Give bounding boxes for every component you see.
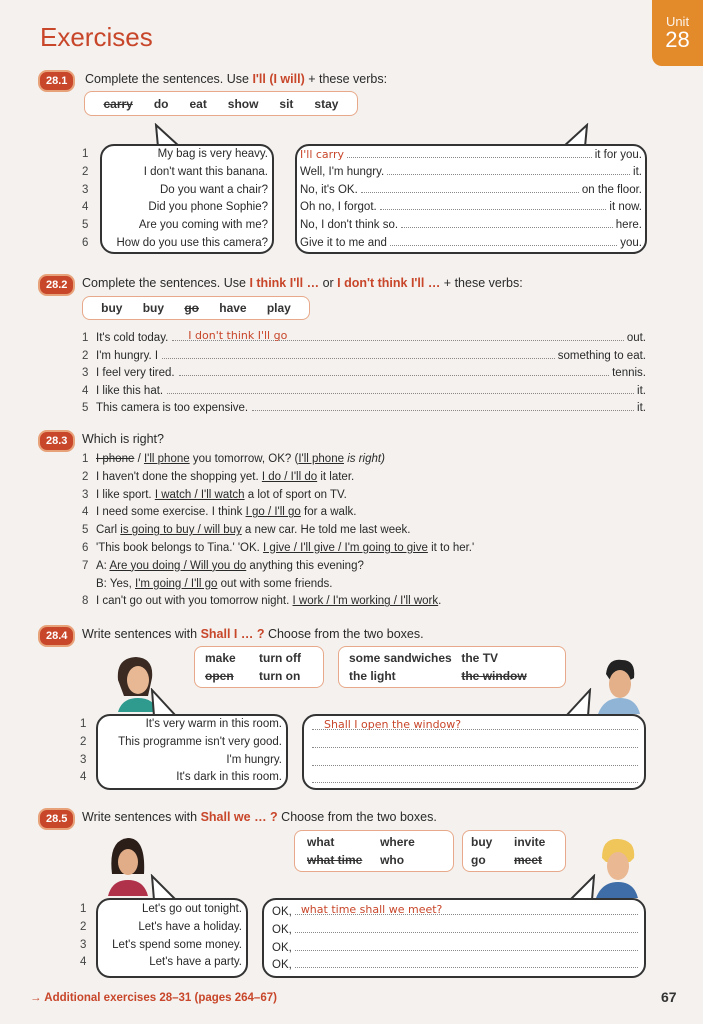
ok-prefix: OK, [272, 906, 292, 918]
ok-prefix: OK, [272, 941, 292, 954]
choice-sentence [96, 524, 410, 536]
word: what [307, 835, 335, 849]
item-number: 1 [80, 718, 87, 730]
sentence-end: it. [637, 402, 646, 415]
answer-line [300, 237, 642, 249]
item-number: 6 [82, 237, 89, 249]
unit-tab [652, 0, 703, 66]
word: what time [307, 853, 363, 867]
exercise-instruction: Complete the sentences. Use I'll (I will) + these verbs: [85, 72, 388, 86]
blank-line[interactable] [312, 771, 638, 783]
blank-line[interactable] [312, 754, 638, 766]
sentence-start: I need some exercise. I think [96, 506, 246, 519]
sentence-end: it. [637, 384, 646, 397]
answer-line [312, 771, 638, 786]
answer-prefix: No, I don't think so. [300, 219, 399, 232]
item-number: 4 [82, 506, 89, 519]
bubble-sentence: Let's have a party. [149, 956, 242, 969]
word-box [82, 296, 310, 320]
word: show [227, 96, 259, 111]
item-number: 5 [82, 524, 89, 537]
word-box [294, 830, 454, 872]
word: carry [103, 96, 133, 111]
item-number: 4 [82, 384, 89, 397]
word: play [266, 301, 291, 315]
answer-prefix: Oh no, I forgot. [300, 201, 377, 214]
sentence-rest: . [438, 595, 442, 608]
answer-suffix: you. [620, 237, 642, 249]
page-title: Exercises [40, 22, 153, 52]
blank-line[interactable] [252, 410, 634, 411]
choice-sentence [96, 542, 474, 554]
example-answer: I'll phone [298, 453, 344, 465]
bubble-sentence: It's dark in this room. [176, 771, 282, 784]
additional-exercises-link[interactable]: → Additional exercises 28–31 (pages 264–67) [30, 992, 277, 1004]
choice-options[interactable]: I do / I'll do [261, 470, 318, 483]
item-number: 1 [82, 148, 89, 160]
sentence-start: B: Yes, [96, 577, 136, 590]
exercise-instruction: Write sentences with Shall I … ? Choose from the two boxes. [82, 627, 424, 641]
item-number: 2 [80, 920, 87, 933]
unit-number: 28 [665, 27, 690, 52]
item-number: 3 [82, 183, 89, 196]
item-number: 2 [82, 165, 89, 178]
bubble-sentence: Let's go out tonight. [141, 903, 242, 915]
item-number: 4 [80, 771, 87, 784]
answer-line [272, 903, 638, 918]
word: buy [101, 301, 123, 315]
item-number: 3 [82, 367, 89, 380]
sentence-start: A: [96, 559, 110, 572]
sentence-end: tennis. [612, 367, 646, 380]
word-box [462, 830, 566, 872]
item-number: 4 [82, 201, 89, 214]
answer-line [272, 939, 638, 954]
sentence-end: something to eat. [557, 349, 646, 362]
choice-sentence [96, 506, 356, 518]
exercise-instruction: Complete the sentences. Use I think I'll … or I don't think I'll … + these verbs: [82, 276, 523, 290]
word: meet [514, 853, 543, 867]
sentence-rest: it later. [317, 470, 355, 483]
bubble-sentence: I don't want this banana. [143, 165, 268, 178]
exercise-instruction: Which is right? [82, 432, 164, 446]
word: do [153, 96, 169, 111]
blank-line[interactable] [172, 329, 624, 342]
sentence-start: I like sport. [96, 488, 155, 501]
exercise-badge-28-4: 28.4 [38, 625, 75, 647]
answer-line [272, 956, 638, 971]
answer-prefix: Well, I'm hungry. [300, 165, 385, 178]
answer-suffix: it. [633, 165, 642, 178]
answer-prefix: No, it's OK. [300, 183, 358, 196]
page-number: 67 [661, 989, 677, 1005]
item-number: 4 [80, 956, 87, 969]
bubble-sentence: It's very warm in this room. [145, 718, 282, 730]
answer-line [96, 385, 646, 397]
answer-line [300, 184, 642, 196]
answer-suffix: it for you. [594, 149, 642, 161]
item-number: 2 [82, 349, 89, 362]
choice-sentence [96, 489, 347, 501]
blank-line[interactable] [295, 903, 638, 915]
word-box [338, 646, 566, 688]
choice-option[interactable]: I'll phone [143, 453, 190, 465]
word: eat [189, 96, 207, 111]
word: some sandwiches [349, 651, 452, 665]
word: sit [279, 96, 294, 111]
sentence-start: 'This book belongs to Tina.' 'OK. [96, 542, 264, 554]
blank-line[interactable] [347, 157, 592, 158]
item-number: 1 [82, 332, 89, 344]
answer-line [96, 329, 646, 344]
item-number: 6 [82, 542, 89, 554]
word: who [380, 853, 405, 867]
item-number: 2 [80, 735, 87, 748]
sentence-start: I can't go out with you tomorrow night. [96, 595, 293, 608]
word: buy [142, 301, 165, 315]
blank-line[interactable] [361, 192, 579, 193]
sentence-rest: you tomorrow, OK? ( [189, 453, 299, 465]
answer-line [96, 350, 646, 362]
answer-line [312, 754, 638, 769]
choice-options[interactable]: I go / I'll go [245, 506, 301, 519]
blank-line[interactable] [380, 209, 607, 210]
word: the window [461, 669, 527, 683]
ok-prefix: OK, [272, 959, 292, 972]
sentence-rest: anything this evening? [246, 559, 364, 572]
choice-options[interactable]: Are you doing / Will you do [109, 559, 247, 572]
choice-sentence [96, 453, 385, 465]
word: go [184, 301, 199, 315]
exercise-badge-28-5: 28.5 [38, 808, 75, 830]
answer-line [300, 219, 642, 231]
word: open [205, 669, 234, 683]
exercise-badge-28-3: 28.3 [38, 430, 75, 452]
sentence-end: out. [626, 332, 646, 344]
sentence-start: This camera is too expensive. [96, 402, 249, 415]
word-box [194, 646, 324, 688]
answer-line [300, 166, 642, 178]
word: go [471, 853, 486, 867]
blank-line[interactable] [179, 375, 609, 376]
item-number: 2 [82, 470, 89, 483]
blank-line[interactable] [167, 393, 634, 394]
separator: / [134, 453, 144, 465]
bubble-sentence: Do you want a chair? [159, 183, 268, 196]
answer-line [96, 402, 646, 414]
example-note: is right) [344, 453, 385, 465]
answer-suffix: it now. [609, 201, 642, 214]
unit-label: Unit [665, 14, 690, 29]
answer-text: I don't think I'll go [188, 329, 288, 342]
item-number: 5 [82, 402, 89, 415]
blank-line[interactable] [401, 227, 613, 228]
blank-line[interactable] [312, 736, 638, 748]
item-number: 8 [82, 595, 89, 608]
answer-suffix: on the floor. [581, 183, 642, 196]
sentence-rest: a new car. He told me last week. [241, 524, 411, 537]
choice-options[interactable]: I'm going / I'll go [135, 577, 218, 590]
sentence-rest: it to her.' [427, 542, 475, 554]
bubble-sentence: This programme isn't very good. [118, 735, 282, 748]
answer-text: what time shall we meet? [300, 903, 443, 916]
exercise-badge-28-2: 28.2 [38, 274, 75, 296]
bubble-sentence: My bag is very heavy. [157, 148, 268, 160]
choice-options[interactable]: I watch / I'll watch [154, 488, 245, 501]
answer-line [312, 718, 638, 733]
answer-suffix: here. [615, 219, 642, 232]
item-number: 1 [82, 453, 89, 465]
word: turn on [259, 669, 301, 683]
choice-options[interactable]: is going to buy / will buy [120, 524, 242, 537]
word: invite [514, 835, 546, 849]
blank-line[interactable] [295, 956, 638, 968]
choice-options[interactable]: I work / I'm working / I'll work [292, 595, 439, 608]
bubble-sentence: Are you coming with me? [138, 219, 268, 232]
bubble-sentence: I'm hungry. [226, 753, 282, 766]
answer-prefix: Give it to me and [300, 237, 387, 249]
word: buy [471, 835, 493, 849]
answer-line [300, 201, 642, 213]
item-number: 5 [82, 219, 89, 232]
blank-line[interactable] [387, 174, 630, 175]
blank-line[interactable] [312, 718, 638, 730]
word: the light [349, 669, 396, 683]
bubble-sentence: Let's spend some money. [112, 938, 242, 951]
sentence-rest: out with some friends. [217, 577, 333, 590]
sentence-start: I like this hat. [96, 384, 164, 397]
answer-line [272, 921, 638, 936]
blank-line[interactable] [390, 245, 617, 246]
sentence-start: It's cold today. [96, 332, 169, 344]
bubble-sentence: Did you phone Sophie? [148, 201, 268, 214]
answer-line [96, 367, 646, 379]
bubble-sentence: How do you use this camera? [116, 237, 268, 249]
ok-prefix: OK, [272, 923, 292, 936]
exercise-instruction: Write sentences with Shall we … ? Choose from the two boxes. [82, 810, 437, 824]
choice-sentence [96, 578, 332, 590]
sentence-rest: a lot of sport on TV. [244, 488, 347, 501]
item-number: 7 [82, 559, 89, 572]
word: turn off [259, 651, 301, 665]
man-illustration-icon [596, 656, 642, 714]
answer-text: Shall I open the window? [324, 718, 462, 731]
sentence-start: I haven't done the shopping yet. [96, 470, 262, 483]
word: have [219, 301, 247, 315]
word: stay [314, 96, 339, 111]
choice-sentence [96, 595, 441, 607]
sentence-start: I feel very tired. [96, 367, 175, 380]
word: where [380, 835, 415, 849]
sentence-rest: for a walk. [300, 506, 357, 519]
bubble-sentence: Let's have a holiday. [138, 920, 242, 933]
choice-options[interactable]: I give / I'll give / I'm going to give [263, 542, 428, 554]
blank-line[interactable] [295, 939, 638, 951]
word: the TV [461, 651, 499, 665]
word: make [205, 651, 236, 665]
blank-line[interactable] [295, 921, 638, 933]
item-number: 3 [80, 753, 87, 766]
exercise-badge-28-1: 28.1 [38, 70, 75, 92]
answer-line [312, 736, 638, 751]
choice-sentence [96, 471, 354, 483]
item-number: 1 [80, 903, 87, 915]
word-box [84, 91, 358, 116]
choice-wrong: I phone [96, 453, 135, 465]
choice-sentence [96, 560, 364, 572]
item-number: 3 [82, 488, 89, 501]
sentence-start: Carl [96, 524, 121, 537]
item-number: 3 [80, 938, 87, 951]
answer-line [300, 148, 642, 161]
blank-line[interactable] [162, 358, 555, 359]
woman-illustration-icon [106, 834, 150, 898]
sentence-start: I'm hungry. I [96, 349, 159, 362]
answer-prefix: I'll carry [300, 148, 345, 161]
